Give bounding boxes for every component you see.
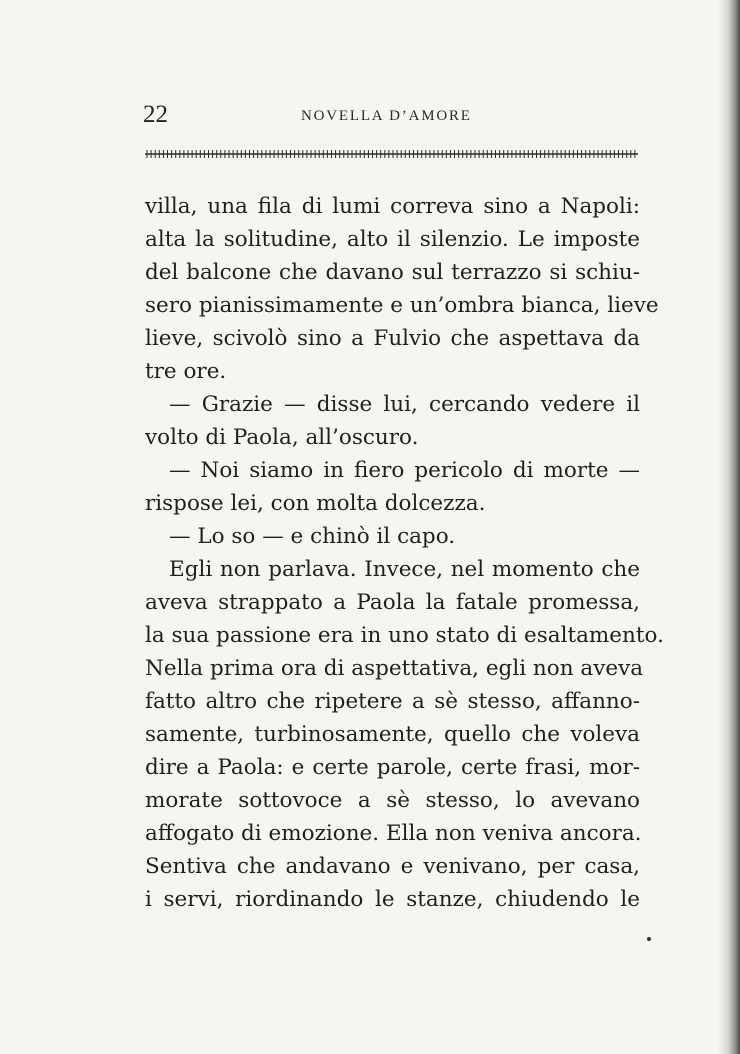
text-line: — Lo so — e chinò il capo.: [169, 524, 456, 549]
running-title: NOVELLA D’AMORE: [301, 108, 472, 124]
text-line: — Grazie — disse lui, cercando vedere il: [169, 392, 640, 417]
text-line: volto di Paola, all’oscuro.: [145, 425, 419, 450]
text-line: alta la solitudine, alto il silenzio. Le imposte: [145, 227, 640, 252]
text-line: samente, turbinosamente, quello che voleva: [145, 722, 640, 747]
page-header: [143, 98, 643, 132]
text-line: i servi, riordinando le stanze, chiudendo le: [145, 887, 640, 912]
ornamental-rule: [145, 146, 638, 162]
text-line: rispose lei, con molta dolcezza.: [145, 491, 486, 516]
text-line: la sua passione era in uno stato di esaltamento.: [145, 623, 664, 648]
ink-speck: [647, 937, 651, 941]
text-line: aveva strappato a Paola la fatale promessa,: [145, 590, 640, 615]
text-line: lieve, scivolò sino a Fulvio che aspettava da: [145, 326, 640, 351]
page-number: 22: [143, 101, 168, 128]
text-line: del balcone che davano sul terrazzo si schiu-: [145, 260, 640, 285]
text-line: tre ore.: [145, 359, 227, 384]
text-line: Nella prima ora di aspettativa, egli non aveva: [145, 656, 644, 681]
text-line: Sentiva che andavano e venivano, per casa,: [145, 854, 640, 879]
text-line: Egli non parlava. Invece, nel momento che: [169, 557, 640, 582]
page-edge-shadow: [718, 0, 740, 1054]
text-line: — Noi siamo in fiero pericolo di morte —: [169, 458, 640, 483]
body-text: [145, 190, 664, 916]
text-line: sero pianissimamente e un’ombra bianca, lieve: [145, 293, 659, 318]
text-line: villa, una fila di lumi correva sino a Napoli:: [145, 194, 640, 219]
text-line: fatto altro che ripetere a sè stesso, affanno-: [145, 689, 640, 714]
text-line: dire a Paola: e certe parole, certe frasi, mor-: [145, 755, 640, 780]
text-line: morate sottovoce a sè stesso, lo avevano: [145, 788, 640, 813]
text-line: affogato di emozione. Ella non veniva ancora.: [145, 821, 642, 846]
